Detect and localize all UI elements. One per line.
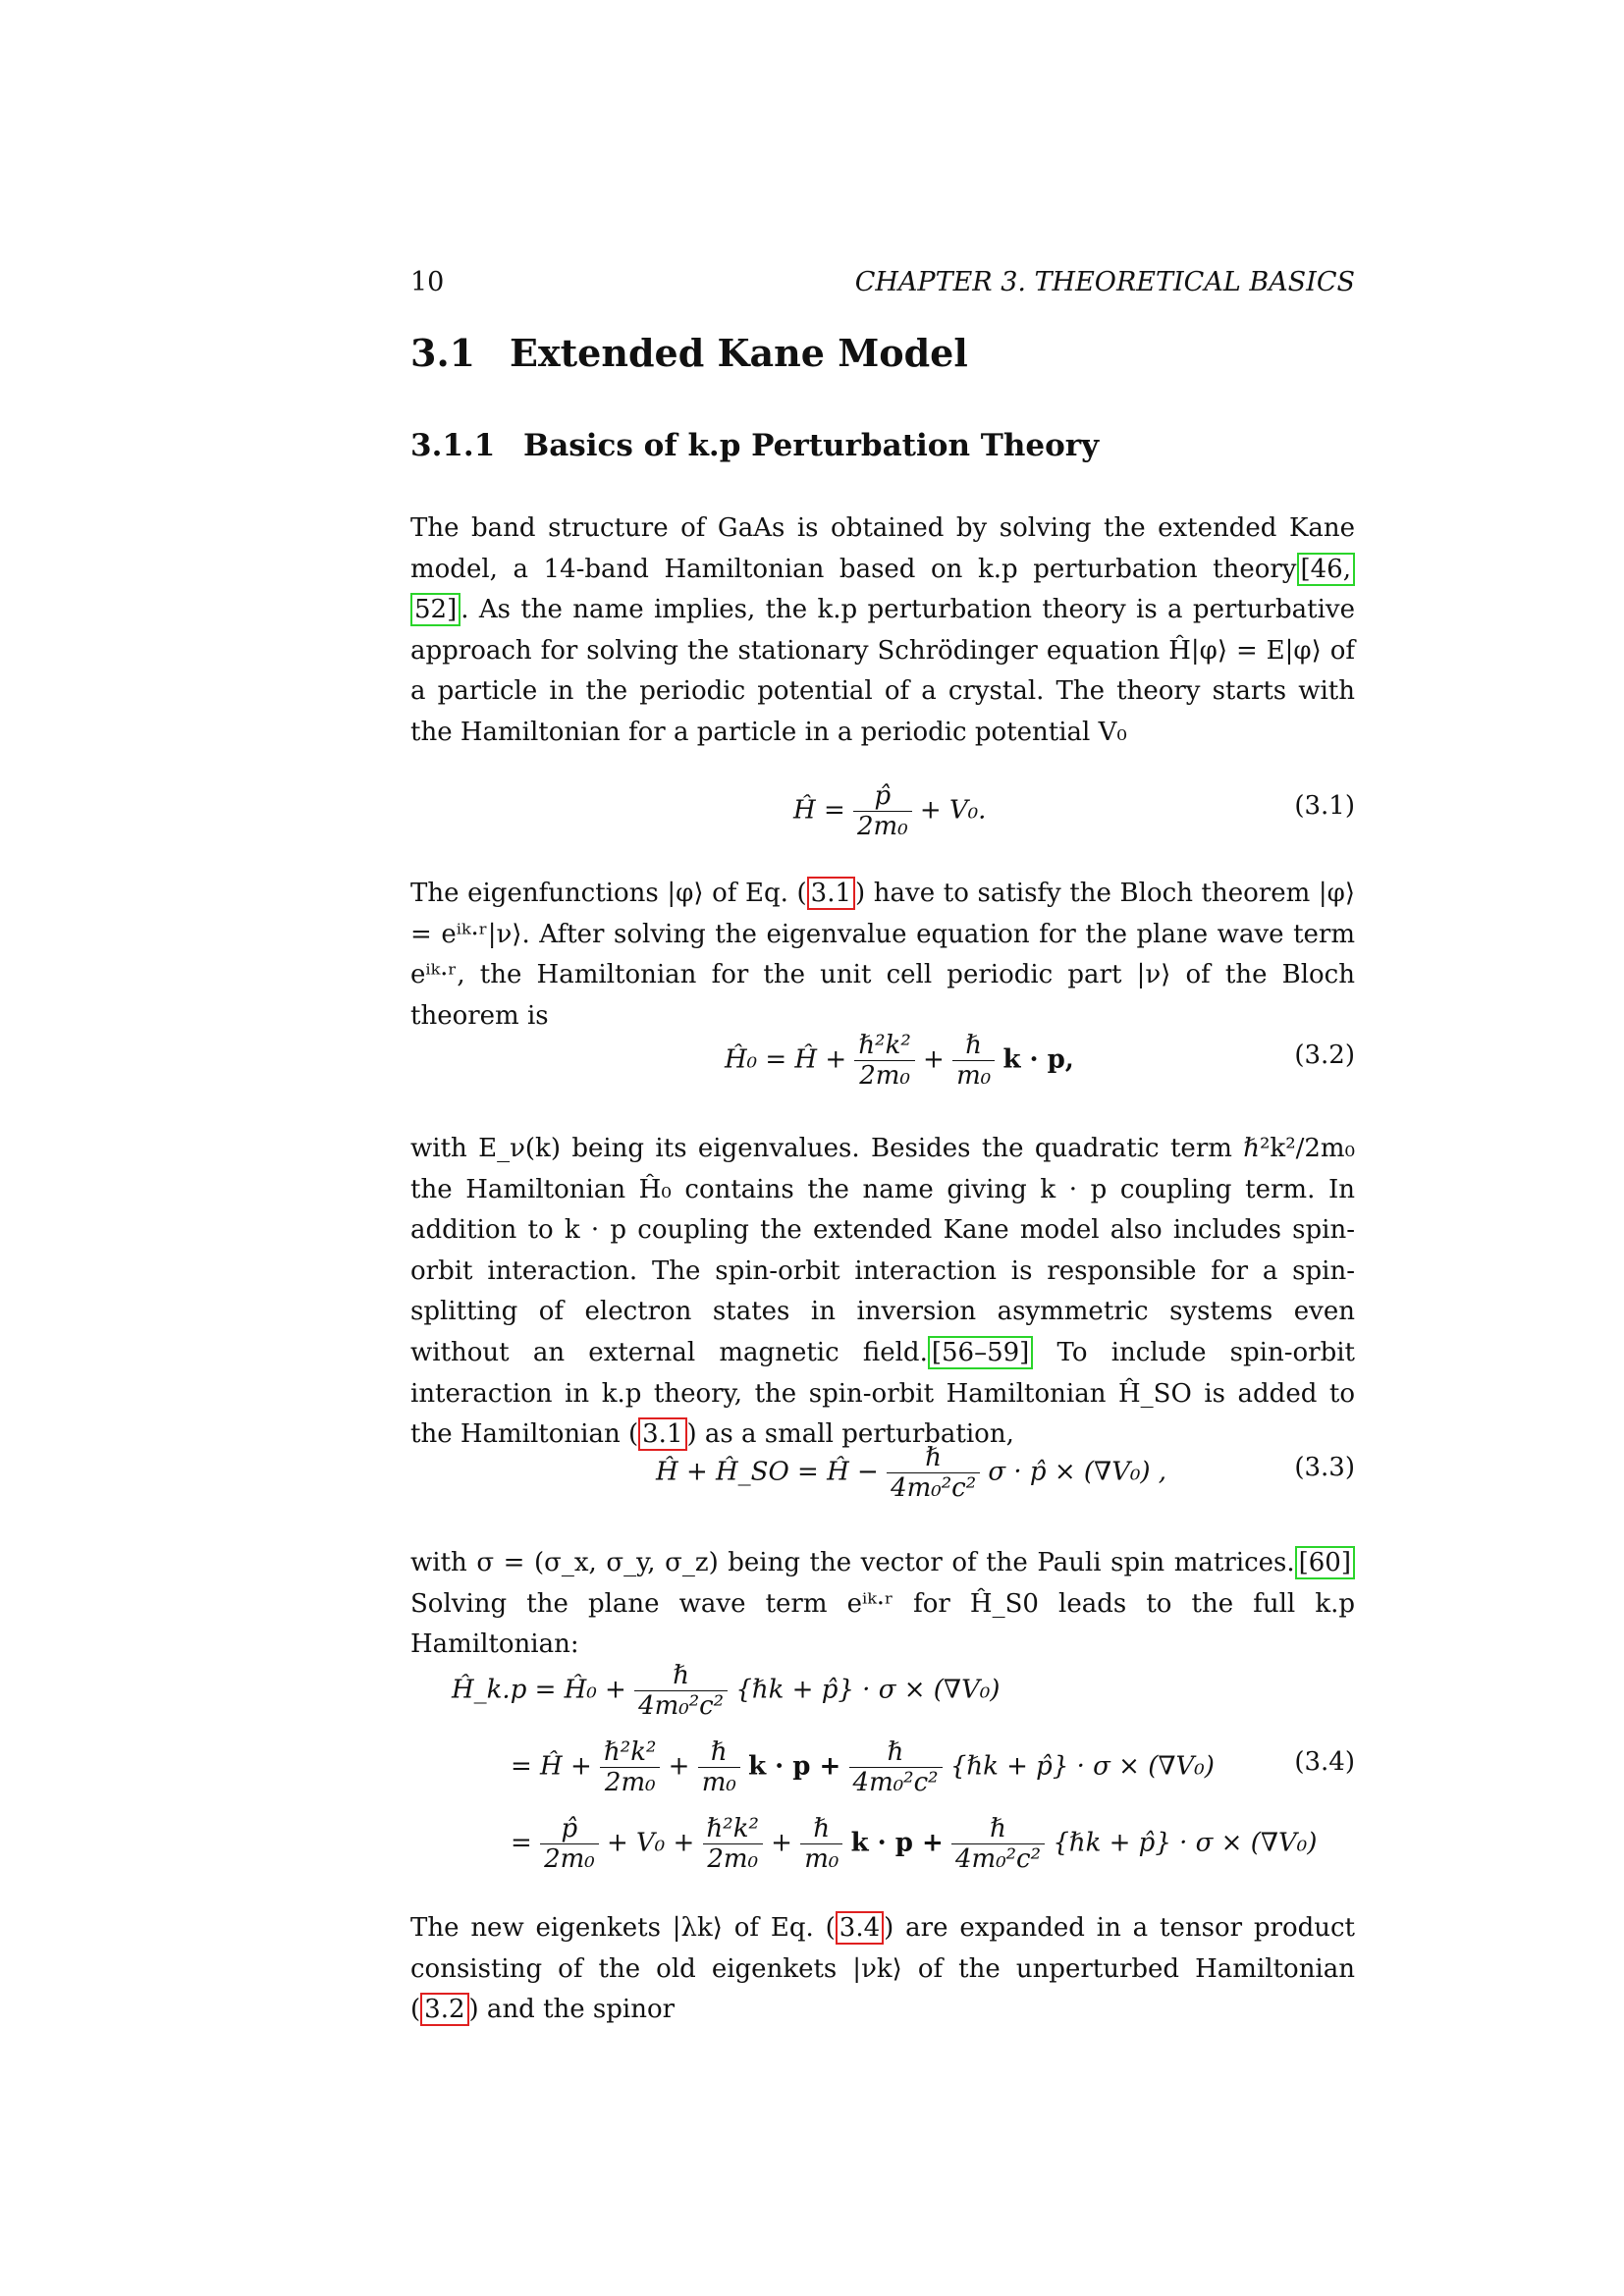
denominator: m₀ bbox=[701, 1768, 736, 1797]
equation-number: (3.3) bbox=[1294, 1453, 1355, 1482]
citation-link[interactable]: [56–59] bbox=[928, 1336, 1033, 1369]
fraction bbox=[698, 1737, 740, 1797]
paragraph-text: with E_ν(k) being its eigenvalues. Besides the quadratic term ℏ²k²/2m₀ the Hamiltonian Ĥ₀ contains the name giving k · p coupling term. In addition to k · p coupling the extended Kane model also includes spin-orbit interaction. The spin-orbit interaction is responsible for a spin-splitting of electron states in inversion asymmetric systems even without an external magnetic field. bbox=[410, 1134, 1355, 1367]
eq-lhs: Ĥ = bbox=[793, 795, 845, 826]
denominator: 4m₀²c² bbox=[852, 1768, 939, 1797]
paragraph-text: have to satisfy the Bloch theorem |φ⟩ = eⁱᵏ·ʳ|ν⟩. After solving the eigenvalue equation for the plane wave term eⁱᵏ·ʳ, the Hamiltonian for the unit cell periodic part |ν⟩ of the Bloch theorem is bbox=[410, 879, 1355, 1031]
fraction bbox=[853, 781, 912, 841]
fraction bbox=[540, 1814, 599, 1874]
equation-3-2 bbox=[410, 1031, 1355, 1099]
paragraph-intro bbox=[410, 508, 1355, 754]
denominator: m₀ bbox=[956, 1061, 992, 1091]
eq-rest: {ℏk + p̂} · σ × (∇V₀) bbox=[949, 1751, 1215, 1782]
section-heading bbox=[410, 331, 968, 375]
numerator: ℏ bbox=[951, 1814, 1045, 1844]
paragraph-text: as a small perturbation, bbox=[696, 1419, 1014, 1450]
plus-sign: + bbox=[923, 1044, 945, 1075]
denominator: 2m₀ bbox=[707, 1844, 759, 1874]
paragraph-text: with σ = (σ_x, σ_y, σ_z) being the vector of the Pauli spin matrices. bbox=[410, 1548, 1295, 1577]
paragraph-spin-orbit: with E_ν(k) being its eigenvalues. Besides the quadratic term ℏ²k²/2m₀ the Hamiltonian Ĥ₀ contains the name giving k · p coupling term. In addition to k · p coupling the extended Kane model also includes spin-orbit interaction. The spin-orbit interaction is responsible for a spin-splitting of electron states in inversion asymmetric systems even without an external magnetic field. [56–59] To include spin-orbit interaction in k.p theory, the spin-orbit Hamiltonian Ĥ_SO is added to the Hamiltonian ( 3.1 ) as a small perturbation, bbox=[410, 1134, 1355, 1450]
numerator: p̂ bbox=[853, 781, 912, 812]
eq-mid: k · p + bbox=[748, 1751, 841, 1782]
eq-lhs: Ĥ₀ = Ĥ + bbox=[725, 1044, 847, 1075]
fraction bbox=[849, 1737, 943, 1797]
eq-mid: + V₀ + bbox=[606, 1828, 695, 1858]
fraction bbox=[854, 1031, 914, 1091]
section-title: Extended Kane Model bbox=[510, 331, 968, 375]
page-number: 10 bbox=[410, 267, 445, 297]
paragraph-text: To include spin-orbit interaction in k.p theory, the spin-orbit Hamiltonian Ĥ_SO is added to the Hamiltonian bbox=[410, 1337, 1355, 1450]
paragraph-text: The new eigenkets |λk⟩ of Eq. bbox=[410, 1913, 826, 1943]
equation-3-3 bbox=[410, 1443, 1355, 1512]
equation-ref-link[interactable]: 3.1 bbox=[638, 1417, 686, 1451]
citation-link[interactable]: 52] bbox=[410, 593, 460, 626]
equation-ref-link[interactable]: 3.2 bbox=[420, 1993, 468, 2026]
equation-number: (3.1) bbox=[1294, 791, 1355, 821]
numerator: ℏ²k² bbox=[600, 1737, 660, 1768]
paragraph-text: The band structure of GaAs is obtained by solving the extended Kane model, a 14-band Hamiltonian based on k.p perturbation theory bbox=[410, 513, 1355, 584]
numerator: ℏ bbox=[800, 1814, 842, 1844]
numerator: ℏ²k² bbox=[703, 1814, 763, 1844]
numerator: ℏ bbox=[887, 1443, 980, 1473]
eq-rest: {ℏk + p̂} · σ × (∇V₀) bbox=[1053, 1828, 1318, 1858]
equation-line: = Ĥ + $\frac{\text{ℏ²k²}}{\text{2m₀}}$ + $\frac{\text{ℏ}}{\text{m₀}}$ k · p + $\frac{\text{ℏ}}{\text{4m₀²c²}}$ {ℏk + p̂} · σ × (∇V₀) bbox=[511, 1737, 1215, 1797]
denominator: 2m₀ bbox=[859, 1061, 910, 1091]
citation-link[interactable]: [60] bbox=[1295, 1546, 1355, 1579]
fraction bbox=[887, 1443, 980, 1503]
subsection-title: Basics of k.p Perturbation Theory bbox=[523, 428, 1100, 463]
equation-number: (3.2) bbox=[1294, 1041, 1355, 1070]
fraction bbox=[800, 1814, 842, 1874]
eq-rest: σ · p̂ × (∇V₀) , bbox=[988, 1457, 1167, 1487]
eq-mid: k · p + bbox=[850, 1828, 944, 1858]
eq-rest: {ℏk + p̂} · σ × (∇V₀) bbox=[735, 1675, 1001, 1705]
equation-ref-link[interactable]: 3.1 bbox=[807, 877, 855, 910]
eq-lhs: Ĥ_k.p = Ĥ₀ + bbox=[452, 1675, 626, 1705]
subsection-number: 3.1.1 bbox=[410, 428, 496, 463]
numerator: ℏ bbox=[634, 1661, 728, 1691]
fraction bbox=[703, 1814, 763, 1874]
eq-lhs: Ĥ + Ĥ_SO = Ĥ − bbox=[656, 1457, 879, 1487]
denominator: 2m₀ bbox=[857, 812, 908, 841]
paragraph-text: are expanded in a tensor product consisting of the old eigenkets |νk⟩ of the unperturbed Hamiltonian bbox=[410, 1913, 1355, 1984]
denominator: 2m₀ bbox=[544, 1844, 595, 1874]
numerator: ℏ bbox=[849, 1737, 943, 1768]
fraction bbox=[951, 1814, 1045, 1874]
paragraph-bloch: The eigenfunctions |φ⟩ of Eq. ( 3.1 ) have to satisfy the Bloch theorem |φ⟩ = eⁱᵏ·ʳ|ν⟩. After solving the eigenvalue equation for the plane wave term eⁱᵏ·ʳ, the Hamiltonian for the unit cell periodic part |ν⟩ of the Bloch theorem is bbox=[410, 879, 1355, 1031]
denominator: 4m₀²c² bbox=[891, 1473, 977, 1503]
eq-rest: + V₀. bbox=[919, 795, 987, 826]
citation-link[interactable]: [46, bbox=[1297, 553, 1356, 586]
paragraph-text: The eigenfunctions |φ⟩ of Eq. bbox=[410, 879, 797, 908]
equation-body bbox=[656, 1443, 1166, 1503]
denominator: 2m₀ bbox=[604, 1768, 656, 1797]
eq-lhs: = Ĥ + bbox=[511, 1751, 592, 1782]
fraction bbox=[600, 1737, 660, 1797]
eq-rest: k · p, bbox=[1002, 1044, 1074, 1075]
equation-3-4 bbox=[410, 1661, 1355, 1887]
numerator: ℏ bbox=[952, 1031, 995, 1061]
paragraph-text: . As the name implies, the k.p perturbation theory is a perturbative approach for solving the stationary Schrödinger equation Ĥ|φ⟩ = E|φ⟩ of a particle in the periodic potential of a crystal. The theory starts with the Hamiltonian for a particle in a periodic potential V₀ bbox=[410, 595, 1355, 747]
numerator: ℏ bbox=[698, 1737, 740, 1768]
equation-ref-link[interactable]: 3.4 bbox=[836, 1911, 884, 1945]
numerator: ℏ²k² bbox=[854, 1031, 914, 1061]
numerator: p̂ bbox=[540, 1814, 599, 1844]
equation-body bbox=[725, 1031, 1074, 1091]
paragraph-pauli bbox=[410, 1543, 1355, 1666]
equation-body bbox=[793, 781, 986, 841]
paragraph-text: Solving the plane wave term eⁱᵏ·ʳ for Ĥ_S0 leads to the full k.p Hamiltonian: bbox=[410, 1588, 1355, 1660]
eq-lhs: = bbox=[511, 1828, 532, 1858]
running-header: CHAPTER 3. THEORETICAL BASICS bbox=[854, 267, 1355, 297]
subsection-heading bbox=[410, 428, 1099, 463]
equation-line bbox=[452, 1661, 1000, 1721]
equation-3-1 bbox=[410, 781, 1355, 850]
denominator: 4m₀²c² bbox=[638, 1691, 725, 1721]
equation-number: (3.4) bbox=[1294, 1747, 1355, 1777]
paragraph-text: and the spinor bbox=[478, 1995, 676, 2025]
denominator: m₀ bbox=[804, 1844, 839, 1874]
section-number: 3.1 bbox=[410, 331, 476, 375]
denominator: 4m₀²c² bbox=[955, 1844, 1042, 1874]
equation-line: = $\frac{p̂}{\text{2m₀}}$ + V₀ + $\frac{\text{ℏ²k²}}{\text{2m₀}}$ + $\frac{\text{ℏ}}{\text{m₀}}$ k · p + $\frac{\text{ℏ}}{\text{4m₀²c²}}$ {ℏk + p̂} · σ × (∇V₀) bbox=[511, 1814, 1318, 1874]
paragraph-eigenkets: The new eigenkets |λk⟩ of Eq. ( 3.4 ) are expanded in a tensor product consisting of the old eigenkets |νk⟩ of the unperturbed Hamiltonian ( 3.2 ) and the spinor bbox=[410, 1913, 1355, 2025]
fraction bbox=[634, 1661, 728, 1721]
fraction bbox=[952, 1031, 995, 1091]
